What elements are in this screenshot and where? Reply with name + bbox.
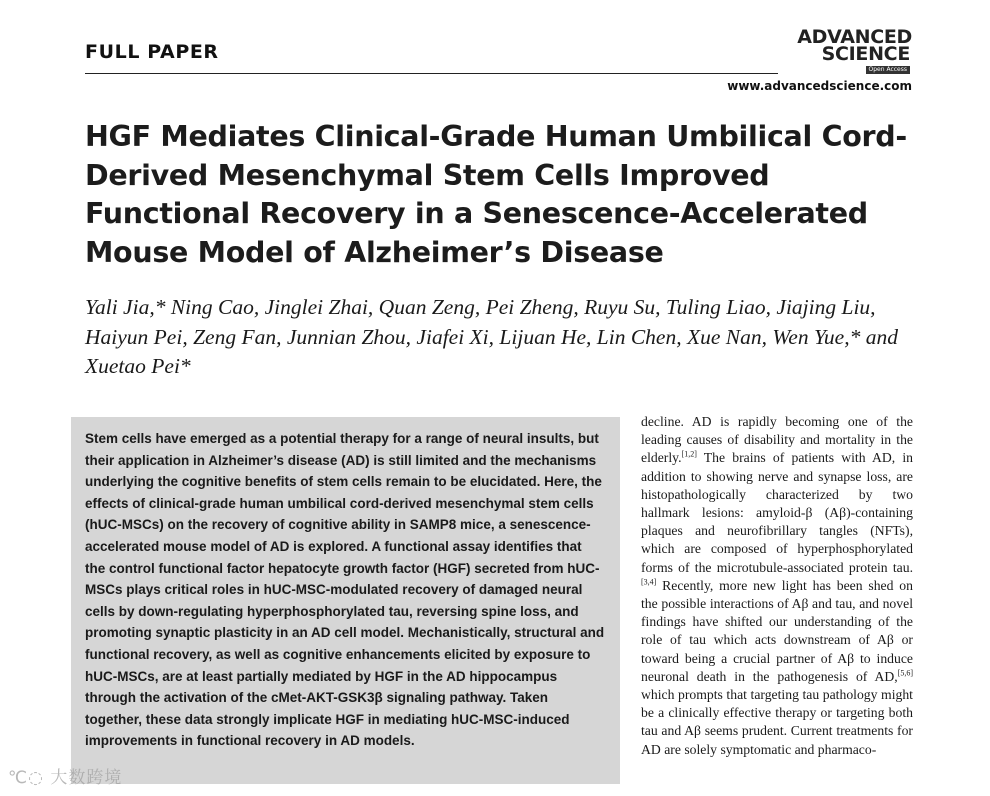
author-list: Yali Jia,* Ning Cao, Jinglei Zhai, Quan Zeng, Pei Zheng, Ruyu Su, Tuling Liao, Jiajing Liu, Haiyun Pei, Zeng Fan, Junnian Zhou, Jiafei Xi, Lijuan He, Lin Chen, Xue Nan, Wen Yue,* and Xuetao Pei* — [85, 295, 898, 378]
journal-logo[interactable] — [782, 27, 912, 77]
body-text-part: which prompts that targeting tau pathology might be a clinically effective therapy or targeting both tau and Aβ seems prudent. Current treatments for AD are solely symptomatic and pharmaco- — [641, 687, 913, 757]
journal-logo-line2: SCIENCE — [821, 43, 910, 65]
section-label: FULL PAPER — [85, 41, 219, 63]
journal-url-link[interactable]: www.advancedscience.com — [727, 79, 912, 93]
open-access-badge: Open Access — [866, 66, 910, 74]
body-text-part: Recently, more new light has been shed on the possible interactions of Aβ and tau, and novel findings have shifted our understanding of the role of tau which acts downstream of Aβ or toward being a crucial partner of Aβ to induce neuronal death in the pathogenesis of AD, — [641, 577, 913, 684]
journal-logo-line1: ADVANCED — [797, 26, 912, 48]
citation-ref[interactable]: [1,2] — [681, 449, 697, 459]
watermark — [8, 763, 122, 788]
abstract-text: Stem cells have emerged as a potential therapy for a range of neural insults, but their application in Alzheimer’s disease (AD) is still limited and the mechanisms underlying the cognitive benefits of stem cells remain to be elucidated. Here, the effects of clinical-grade human umbilical cord-derived mesenchymal stem cells (hUC-MSCs) on the recovery of cognitive ability in SAMP8 mice, a senescence-accelerated mouse model of AD is explored. A functional assay identifies that the control functional factor hepatocyte growth factor (HGF) secreted from hUC-MSCs plays critical roles in hUC-MSC-modulated recovery of damaged neural cells by down-regulating hyperphosphorylated tau, reversing spine loss, and promoting synaptic plasticity in an AD cell model. Mechanistically, structural and functional recovery, as well as cognitive enhancements elicited by exposure to hUC-MSCs, are at least partially mediated by HGF in the AD hippocampus through the activation of the cMet-AKT-GSK3β signaling pathway. Taken together, these data strongly implicate HGF in mediating hUC-MSC-induced improvements in functional recovery in AD models. — [85, 431, 605, 749]
body-text-part: decline. AD is rapidly becoming one of the leading causes of disability and mortality in the elderly. — [641, 414, 913, 466]
watermark-logo-icon: ℃◌ — [8, 768, 51, 788]
citation-ref[interactable]: [3,4] — [641, 577, 657, 587]
article-title: HGF Mediates Clinical-Grade Human Umbilical Cord-Derived Mesenchymal Stem Cells Improved Functional Recovery in a Senescence-Accelerated Mouse Model of Alzheimer’s Disease — [85, 120, 907, 269]
watermark-text: 大数跨境 — [50, 768, 123, 788]
body-text-part: The brains of patients with AD, in addition to showing nerve and synapse loss, are histopathologically characterized by two hallmark lesions: amyloid-β (Aβ)-containing plaques and neurofibrillary tangles (NFTs), which are composed of hyperphosphorylated forms of the microtubule-associated protein tau. — [641, 450, 913, 575]
header-rule — [85, 73, 778, 74]
citation-ref[interactable]: [5,6] — [897, 668, 913, 678]
body-text-column — [641, 413, 913, 759]
